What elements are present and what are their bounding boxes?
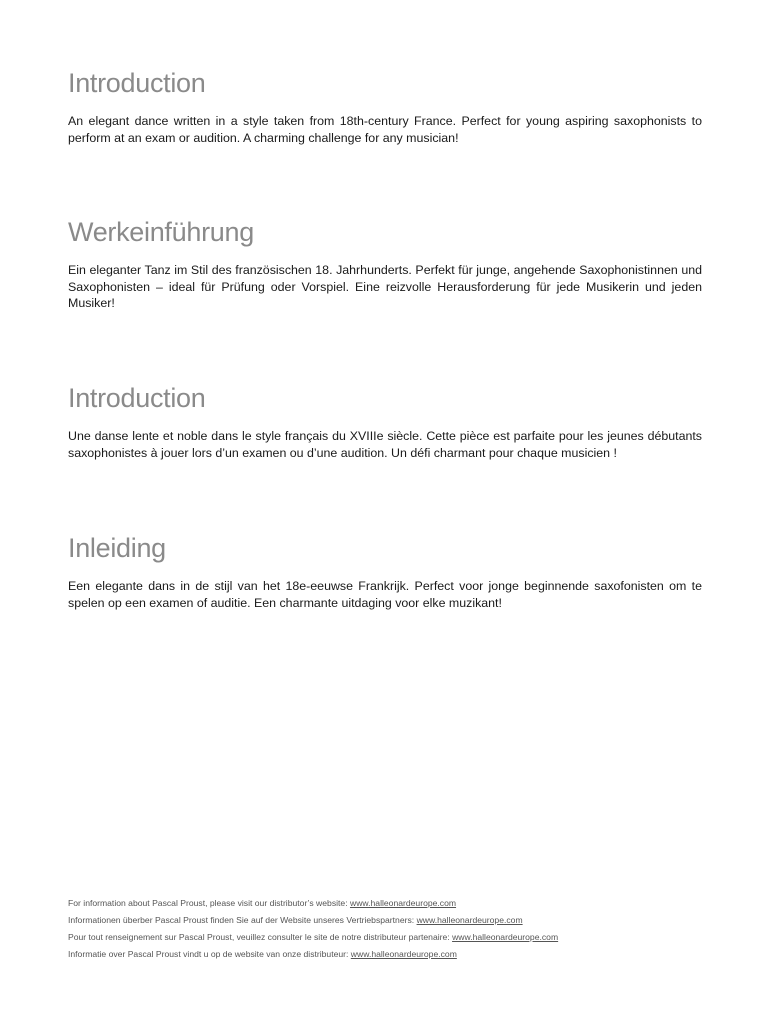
footer-text-english: For information about Pascal Proust, please visit our distributor’s website: <box>68 898 350 908</box>
distributor-link-german[interactable]: www.halleonardeurope.com <box>416 915 523 925</box>
footer-line-german <box>68 912 702 929</box>
footer-line-dutch <box>68 946 702 963</box>
distributor-link-english[interactable]: www.halleonardeurope.com <box>349 898 457 908</box>
footer-text-french: Pour tout renseignement sur Pascal Proust, veuillez consulter le site de notre distributeur partenaire: <box>68 932 453 942</box>
footer-line-french <box>68 929 702 946</box>
footer-text-german: Informationen überber Pascal Proust finden Sie auf der Website unseres Vertriebspartners: <box>68 915 417 925</box>
section-heading-german: Werkeinführung <box>68 217 254 247</box>
section-body-english: An elegant dance written in a style taken from 18th-century France. Perfect for young aspiring saxophonists to perform at an exam or audition. A charming challenge for any musician! <box>68 114 702 145</box>
footer-text-dutch: Informatie over Pascal Proust vindt u op de website van onze distributeur: <box>68 949 351 959</box>
section-french <box>68 382 702 461</box>
section-german <box>68 216 702 312</box>
section-body-dutch: Een elegante dans in de stijl van het 18e-eeuwse Frankrijk. Perfect voor jonge beginnende saxofonisten om te spelen op een examen of auditie. Een charmante uitdaging voor elke muzikant! <box>68 579 702 610</box>
section-heading-english: Introduction <box>68 68 206 98</box>
section-body-german: Ein eleganter Tanz im Stil des französischen 18. Jahrhunderts. Perfekt für junge, angehende Saxophonistinnen und Saxophonisten – ideal für Prüfung oder Vorspiel. Eine reizvolle Herausforderung für jede Musikerin und jeden Musiker! <box>68 263 702 310</box>
distributor-link-dutch[interactable]: www.halleonardeurope.com <box>350 949 457 959</box>
section-heading-dutch: Inleiding <box>68 533 166 563</box>
section-dutch <box>68 532 702 611</box>
section-body-french: Une danse lente et noble dans le style français du XVIIIe siècle. Cette pièce est parfaite pour les jeunes débutants saxophonistes à jouer lors d’un examen ou d’une audition. Un défi charmant pour chaque musicien ! <box>68 429 702 460</box>
distributor-link-french[interactable]: www.halleonardeurope.com <box>452 932 559 942</box>
footer-line-english <box>68 895 702 912</box>
section-english <box>68 67 702 146</box>
footer-notes <box>68 895 702 963</box>
section-heading-french: Introduction <box>68 383 206 413</box>
